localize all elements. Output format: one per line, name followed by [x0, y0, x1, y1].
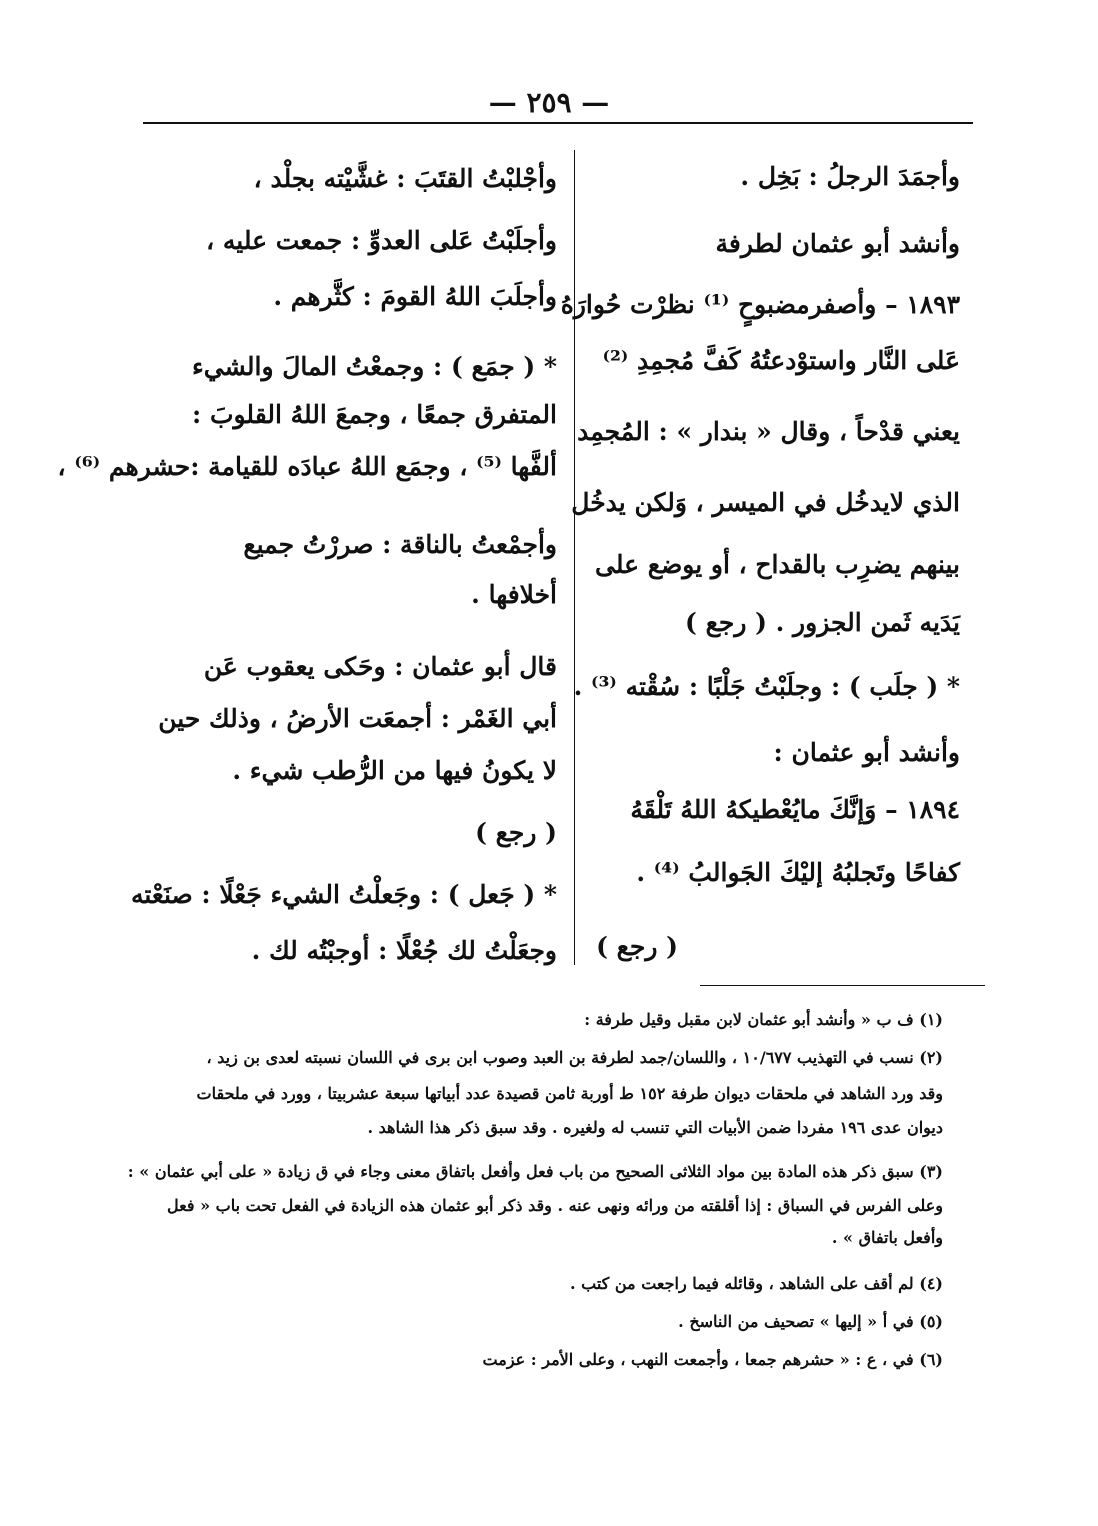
entry-heading: * ( جلَب ) : وجلَبْتُ جَلْبًا : سُقْته ⁽³⁾ . [573, 672, 960, 701]
text-line: بينهم يضرِب بالقداح ، أو يوضع على [595, 550, 960, 579]
footnote-rule [700, 985, 985, 986]
text-line: وأجمْعتُ بالناقة : صررْتُ جميع [243, 530, 557, 559]
page-number: — ٢٥٩ — [488, 86, 610, 119]
entry-heading: * ( جَعل ) : وجَعلْتُ الشيء جَعْلًا : صنَعْته [130, 880, 557, 909]
footnote: (٤) لم أقف على الشاهد ، وقائله فيما راجعت من كتب . [570, 1274, 943, 1293]
text-line: وأجلَبَ اللهُ القومَ : كثَّرهم . [273, 282, 557, 311]
column-divider [574, 150, 575, 965]
header-rule [143, 122, 973, 124]
footnote: (٣) سبق ذكر هذه المادة بين مواد الثلاثى الصحيح من باب فعل وأفعل باتفاق معنى وجاء في ق زيادة « على أبي عثمان » : [127, 1162, 943, 1181]
footnote: (٦) في ، ع : « حشرهم جمعا ، وأجمعت النهب ، وعلى الأمر : عزمت [482, 1350, 943, 1369]
text-line: ألفَّها ⁽⁵⁾ ، وجمَع اللهُ عبادَه للقيامة :حشرهم ⁽⁶⁾ ، [57, 452, 557, 481]
text-line: أخلافها . [471, 580, 557, 609]
text-line: الذي لايدخُل في الميسر ، وَلكن يدخُل [571, 488, 960, 517]
footnote-continuation: ديوان عدى ١٩٦ مفردا ضمن الأبيات التي تنسب له ولغيره . وقد سبق ذكر هذا الشاهد . [367, 1118, 943, 1137]
text-line: وجعَلْتُ لك جُعْلًا : أوجبْتُه لك . [251, 936, 557, 965]
footnote-continuation: وقد ورد الشاهد في ملحقات ديوان طرفة ١٥٢ ط أوربة ثامن قصيدة عدد أبياتها سبعة عشربيتا ، وورد في ملحقات [196, 1084, 943, 1103]
text-line: وأجلَبْتُ عَلى العدوِّ : جمعت عليه ، [206, 226, 557, 255]
footnote: (٢) نسب في التهذيب ١٠/٦٧٧ ، واللسان/جمد لطرفة بن العبد وصوب ابن برى في اللسان نسبته لعدى بن زيد ، [206, 1048, 943, 1067]
text-line: وأنشد أبو عثمان : [773, 738, 960, 767]
footnote-continuation: وعلى الفرس في السباق : إذا أقلقته من ورائه ونهى عنه . وقد ذكر أبو عثمان هذه الزيادة في الفعل تحت باب « فعل [167, 1196, 943, 1215]
entry-heading: * ( جمَع ) : وجمعْتُ المالَ والشيء [191, 352, 557, 381]
verse-line: ١٨٩٤ – وَإنَّكَ مايُعْطيكهُ اللهُ تَلْقَهُ [630, 795, 960, 824]
text-line: قال أبو عثمان : وحَكى يعقوب عَن [203, 652, 557, 681]
text-line: المتفرق جمعًا ، وجمعَ اللهُ القلوبَ : [192, 400, 557, 429]
text-line: أبي الغَمْر : أجمعَت الأرضُ ، وذلك حين [158, 704, 557, 733]
footnote: (٥) في أ « إليها » تصحيف من الناسخ . [678, 1312, 943, 1331]
text-line: وأنشد أبو عثمان لطرفة [715, 229, 960, 258]
text-line: لا يكونُ فيها من الرُّطب شيء . [232, 756, 557, 785]
verse-line: عَلى النَّار واستوْدعتُهُ كَفَّ مُجمِدِ ⁽²⁾ [602, 346, 960, 375]
footnote: (١) ف ب « وأنشد أبو عثمان لابن مقبل وقيل طرفة : [584, 1010, 943, 1029]
text-line: ( رجع ) [596, 932, 678, 961]
footnote-continuation: وأفعل باتفاق » . [831, 1228, 943, 1247]
text-line: يعني قدْحاً ، وقال « بندار » : المُجمِد [577, 417, 960, 446]
verse-line: ١٨٩٣ – وأصفرمضبوحٍ ⁽¹⁾ نظرْت حُوارَهُ [560, 290, 960, 319]
text-line: ( رجع ) [475, 818, 557, 847]
text-line: وأجْلبْتُ القتَبَ : غشَّيْته بجلْد ، [253, 164, 557, 193]
verse-line: كفاحًا وتَجلبُهُ إليْكَ الجَوالبُ ⁽⁴⁾ . [636, 858, 960, 887]
text-line: وأجمَدَ الرجلُ : بَخِل . [740, 162, 960, 191]
text-line: يَدَيه ثَمن الجزور . ( رجع ) [685, 608, 960, 637]
